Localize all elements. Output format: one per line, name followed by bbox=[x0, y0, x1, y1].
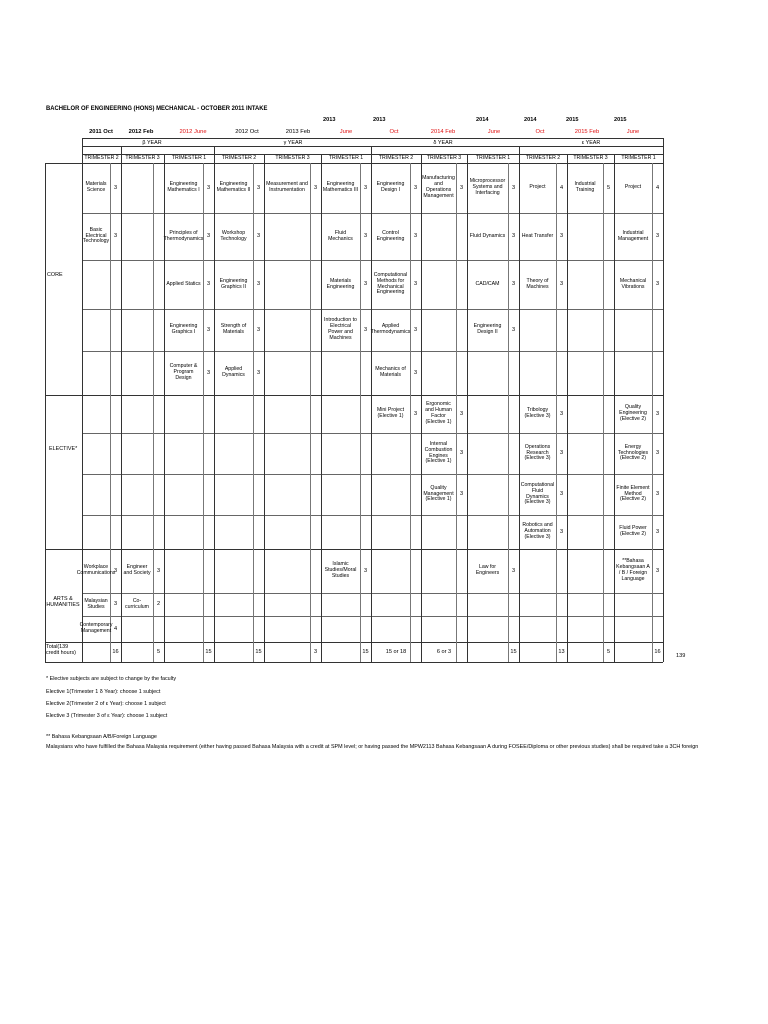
intake-label: June bbox=[487, 129, 501, 135]
footnote: Elective 3 (Trimester 3 of ε Year): choose 1 subject bbox=[46, 713, 168, 719]
elective-label: ELECTIVE* bbox=[49, 446, 78, 452]
course-name: Internal Combustion Engines (Elective 1) bbox=[424, 440, 453, 465]
grid-rule bbox=[82, 474, 663, 475]
course-name: Measurement and Instrumentation bbox=[266, 181, 308, 193]
credit-hours: 3 bbox=[511, 281, 516, 288]
credit-hours: 3 bbox=[256, 233, 261, 240]
credit-hours: 3 bbox=[256, 369, 261, 376]
header-rule bbox=[82, 146, 663, 147]
course-name: Fluid Dynamics bbox=[469, 232, 506, 239]
credit-hours: 3 bbox=[413, 233, 418, 240]
course-name: Industrial Training bbox=[574, 181, 596, 193]
year-band-label: β YEAR bbox=[142, 140, 162, 146]
credit-hours: 3 bbox=[559, 281, 564, 288]
course-name: Control Engineering bbox=[376, 229, 405, 242]
credit-hours: 3 bbox=[655, 410, 660, 417]
credit-hours: 3 bbox=[113, 567, 118, 574]
trimester-label: TRIMESTER 1 bbox=[621, 155, 656, 161]
credit-hours: 3 bbox=[511, 184, 516, 191]
intake-label: June bbox=[626, 129, 640, 135]
intake-label: Oct bbox=[535, 129, 545, 135]
credit-hours: 3 bbox=[413, 410, 418, 417]
credit-hours: 4 bbox=[113, 625, 118, 632]
course-name: Project bbox=[624, 184, 642, 191]
document-title: BACHELOR OF ENGINEERING (HONS) MECHANICAL - OCTOBER 2011 INTAKE bbox=[46, 105, 268, 112]
credit-hours: 3 bbox=[459, 410, 464, 417]
credit-hours: 3 bbox=[363, 281, 368, 288]
trimester-label: TRIMESTER 2 bbox=[378, 155, 414, 161]
year-label: 2013 bbox=[373, 117, 386, 123]
trimester-label: TRIMESTER 3 bbox=[573, 155, 608, 161]
credit-divider bbox=[310, 163, 311, 662]
credit-divider bbox=[603, 163, 604, 662]
trimester-label: TRIMESTER 1 bbox=[328, 155, 364, 161]
intake-label: 2015 Feb bbox=[574, 129, 600, 135]
grid-divider bbox=[567, 163, 568, 662]
total-credit: 3 bbox=[313, 648, 318, 655]
course-name: Heat Transfer bbox=[521, 232, 554, 239]
credit-hours: 3 bbox=[655, 567, 660, 574]
grid-divider bbox=[663, 163, 664, 662]
credit-hours: 3 bbox=[559, 233, 564, 240]
credit-hours: 3 bbox=[655, 233, 660, 240]
course-name: Principles of Thermodynamics bbox=[163, 229, 204, 242]
course-name: **Bahasa Kebangsaan A / B / Foreign Language bbox=[616, 558, 650, 582]
course-name: Engineering Mathematics III bbox=[322, 181, 359, 193]
footnote: Elective 2(Trimester 2 of ε Year): choose 1 subject bbox=[46, 701, 166, 707]
course-name: Mini Project (Elective 1) bbox=[376, 407, 405, 419]
course-name: Mechanical Vibrations bbox=[619, 277, 647, 290]
grid-rule bbox=[82, 593, 663, 594]
credit-hours: 3 bbox=[655, 491, 660, 498]
trimester-divider bbox=[567, 154, 568, 163]
grid-divider bbox=[264, 163, 265, 662]
total-credit: 15 or 18 bbox=[385, 648, 407, 655]
credit-hours: 3 bbox=[559, 491, 564, 498]
credit-hours: 3 bbox=[511, 233, 516, 240]
credit-hours: 3 bbox=[559, 450, 564, 457]
course-name: Malaysian Studies bbox=[84, 597, 108, 610]
credit-hours: 3 bbox=[459, 491, 464, 498]
course-name: Mechanics of Materials bbox=[375, 366, 406, 378]
trimester-label: TRIMESTER 2 bbox=[525, 155, 561, 161]
course-name: Quality Engineering (Elective 2) bbox=[619, 404, 647, 422]
credit-hours: 3 bbox=[459, 184, 464, 191]
course-name: Fluid Mechanics bbox=[328, 229, 353, 242]
course-name: Engineering Design I bbox=[376, 181, 405, 193]
year-label: 2015 bbox=[566, 117, 579, 123]
credit-hours: 3 bbox=[459, 450, 464, 457]
credit-hours: 3 bbox=[313, 184, 318, 191]
trimester-divider bbox=[214, 154, 215, 163]
credit-hours: 3 bbox=[511, 567, 516, 574]
course-name: Engineering Graphics I bbox=[169, 323, 198, 335]
course-name: Quality Management (Elective 1) bbox=[423, 484, 454, 503]
course-name: Materials Science bbox=[85, 181, 107, 193]
trimester-divider bbox=[371, 154, 372, 163]
credit-hours: 3 bbox=[113, 601, 118, 608]
credit-hours: 3 bbox=[206, 233, 211, 240]
trimester-divider bbox=[82, 154, 83, 163]
total-credit: 16 bbox=[112, 648, 119, 655]
course-name: Operations Research (Elective 3) bbox=[524, 443, 551, 462]
course-name: Industrial Management bbox=[617, 229, 649, 242]
total-credit: 15 bbox=[255, 648, 262, 655]
course-name: Finite Element Method (Elective 2) bbox=[616, 484, 650, 503]
year-band-divider bbox=[371, 146, 372, 154]
year-label: 2015 bbox=[614, 117, 627, 123]
year-label: 2014 bbox=[476, 117, 489, 123]
course-name: Materials Engineering bbox=[326, 277, 355, 290]
arts-label: ARTS & HUMANITIES bbox=[46, 596, 80, 609]
intake-label: 2012 June bbox=[179, 129, 207, 135]
year-band-divider bbox=[121, 146, 122, 154]
credit-hours: 3 bbox=[113, 233, 118, 240]
course-name: Applied Thermodynamics bbox=[370, 323, 411, 335]
credit-hours: 4 bbox=[655, 184, 660, 191]
credit-hours: 2 bbox=[156, 601, 161, 608]
course-name: Engineer and Society bbox=[123, 564, 151, 576]
course-name: Contemporary Management bbox=[79, 622, 113, 634]
grid-rule bbox=[45, 662, 663, 663]
trimester-divider bbox=[519, 154, 520, 163]
course-name: Energy Technologies (Elective 2) bbox=[617, 443, 649, 462]
course-name: Microprocessor Systems and Interfacing bbox=[469, 178, 506, 196]
credit-hours: 3 bbox=[206, 184, 211, 191]
footnote: Malaysians who have fulfilled the Bahasa Malaysia requirement (either having passed Bahasa Malaysia with a credit at SPM level; or having passed the MPW2113 Bahasa Kebangsaan A during FOSEE/Diploma or other previous studies) shall be required take a 3CH foreign bbox=[46, 744, 699, 750]
year-band-label: γ YEAR bbox=[283, 140, 303, 146]
intake-label: 2013 Feb bbox=[285, 129, 311, 135]
intake-label: June bbox=[339, 129, 353, 135]
trimester-label: TRIMESTER 2 bbox=[221, 155, 257, 161]
total-credit: 6 or 3 bbox=[436, 648, 452, 655]
course-name: Applied Statics bbox=[166, 280, 201, 287]
trimester-divider bbox=[264, 154, 265, 163]
credit-hours: 3 bbox=[559, 410, 564, 417]
core-label: CORE bbox=[47, 272, 63, 278]
course-name: Applied Dynamics bbox=[222, 366, 245, 378]
intake-label: 2012 Feb bbox=[128, 129, 154, 135]
credit-hours: 3 bbox=[206, 369, 211, 376]
intake-label: 2012 Oct bbox=[235, 129, 259, 135]
year-label: 2014 bbox=[524, 117, 537, 123]
total-credit: 15 bbox=[362, 648, 369, 655]
course-name: Theory of Machines bbox=[526, 277, 549, 290]
total-credit: 5 bbox=[156, 648, 161, 655]
year-label: 2013 bbox=[323, 117, 336, 123]
course-name: Basic Electrical Technology bbox=[82, 226, 110, 245]
credit-hours: 3 bbox=[363, 184, 368, 191]
credit-hours: 4 bbox=[559, 184, 564, 191]
credit-hours: 3 bbox=[413, 326, 418, 333]
trimester-label: TRIMESTER 3 bbox=[426, 155, 462, 161]
intake-label: 2014 Feb bbox=[430, 129, 456, 135]
trimester-divider bbox=[467, 154, 468, 163]
trimester-divider bbox=[321, 154, 322, 163]
intake-label: Oct bbox=[389, 129, 399, 135]
grid-rule bbox=[82, 515, 663, 516]
credit-hours: 5 bbox=[606, 184, 611, 191]
course-name: Fluid Power (Elective 2) bbox=[619, 525, 647, 537]
trimester-label: TRIMESTER 3 bbox=[275, 155, 310, 161]
course-name: Robotics and Automation (Elective 3) bbox=[522, 522, 553, 540]
course-name: Introduction to Electrical Power and Machines bbox=[324, 317, 357, 341]
grid-divider bbox=[45, 163, 46, 662]
trimester-divider bbox=[164, 154, 165, 163]
course-name: Engineering Design II bbox=[473, 323, 502, 335]
grid-rule bbox=[45, 395, 663, 396]
intake-label: 2011 Oct bbox=[89, 129, 113, 135]
credit-hours: 3 bbox=[363, 326, 368, 333]
grand-total: 139 bbox=[676, 653, 686, 659]
credit-hours: 3 bbox=[655, 450, 660, 457]
trimester-label: TRIMESTER 2 bbox=[84, 155, 119, 161]
credit-hours: 3 bbox=[559, 528, 564, 535]
year-band-divider bbox=[519, 146, 520, 154]
trimester-divider bbox=[121, 154, 122, 163]
credit-hours: 3 bbox=[256, 184, 261, 191]
credit-hours: 3 bbox=[113, 184, 118, 191]
credit-hours: 3 bbox=[206, 281, 211, 288]
grid-rule bbox=[45, 642, 663, 643]
year-band-divider bbox=[214, 146, 215, 154]
footnote: * Elective subjects are subject to change by the faculty bbox=[46, 676, 177, 682]
trimester-label: TRIMESTER 1 bbox=[171, 155, 207, 161]
credit-hours: 3 bbox=[206, 326, 211, 333]
course-name: CAD/CAM bbox=[475, 280, 500, 287]
credit-hours: 3 bbox=[413, 281, 418, 288]
grid-rule bbox=[82, 616, 663, 617]
credit-hours: 3 bbox=[256, 326, 261, 333]
trimester-label: TRIMESTER 3 bbox=[125, 155, 160, 161]
course-name: Law for Engineers bbox=[475, 564, 500, 576]
course-name: Workplace Communications bbox=[76, 564, 116, 576]
credit-hours: 3 bbox=[256, 281, 261, 288]
footnote: ** Bahasa Kebangsaan A/B/Foreign Language bbox=[46, 734, 157, 740]
course-name: Tribology (Elective 3) bbox=[524, 407, 551, 419]
course-name: Project bbox=[529, 184, 546, 191]
credit-hours: 3 bbox=[413, 184, 418, 191]
header-rule bbox=[82, 138, 663, 139]
year-band-label: ε YEAR bbox=[581, 140, 601, 146]
credit-hours: 3 bbox=[655, 281, 660, 288]
total-credit: 15 bbox=[205, 648, 212, 655]
total-credit: 16 bbox=[654, 648, 661, 655]
course-name: Computational Fluid Dynamics (Elective 3) bbox=[520, 481, 555, 506]
credit-hours: 3 bbox=[511, 326, 516, 333]
course-name: Manufacturing and Operations Management bbox=[422, 175, 455, 199]
trimester-label: TRIMESTER 1 bbox=[475, 155, 511, 161]
course-name: Engineering Mathematics I bbox=[167, 181, 200, 193]
header-divider bbox=[663, 138, 664, 163]
course-name: Islamic Studies/Moral Studies bbox=[324, 561, 357, 579]
credit-hours: 3 bbox=[655, 528, 660, 535]
total-credit: 15 bbox=[510, 648, 517, 655]
course-name: Computer & Program Design bbox=[169, 363, 198, 381]
credit-hours: 3 bbox=[413, 369, 418, 376]
course-name: Strength of Materials bbox=[220, 323, 247, 335]
total-credit: 13 bbox=[558, 648, 565, 655]
course-name: Computational Methods for Mechanical Engineering bbox=[373, 271, 408, 296]
course-name: Engineering Graphics II bbox=[219, 277, 248, 290]
trimester-divider bbox=[614, 154, 615, 163]
course-name: Co-curriculum bbox=[125, 597, 149, 610]
course-name: Ergonomic and Human Factor (Elective 1) bbox=[425, 401, 452, 425]
credit-hours: 3 bbox=[156, 567, 161, 574]
year-band-label: δ YEAR bbox=[433, 140, 453, 146]
trimester-divider bbox=[421, 154, 422, 163]
grid-rule bbox=[82, 433, 663, 434]
total-label: Total(139 credit hours) bbox=[46, 644, 76, 657]
footnote: Elective 1(Trimester 1 δ Year): choose 1 subject bbox=[46, 689, 161, 695]
total-credit: 5 bbox=[606, 648, 611, 655]
course-name: Engineering Mathematics II bbox=[216, 181, 251, 193]
course-name: Workshop Technology bbox=[220, 229, 247, 242]
credit-hours: 3 bbox=[363, 233, 368, 240]
credit-hours: 3 bbox=[363, 567, 368, 574]
